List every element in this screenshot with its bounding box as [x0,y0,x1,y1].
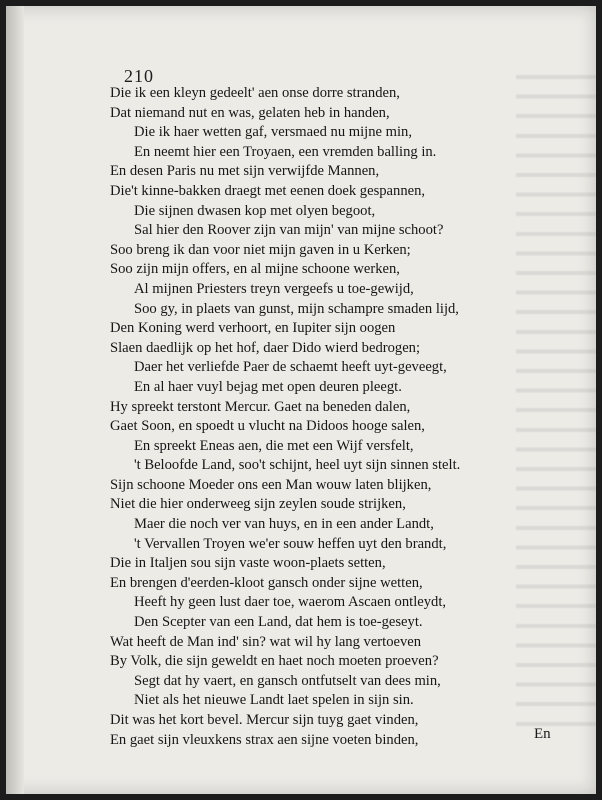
verse-line: Die't kinne-bakken draegt met eenen doek gespannen, [110,182,426,199]
verse-line: Dat niemand nut en was, gelaten heb in handen, [110,104,390,121]
verse-line: Den Koning werd verhoort, en Iupiter sijn oogen [110,320,396,337]
verse-line: Die sijnen dwasen kop met olyen begoot, [134,202,376,219]
verse-line: Soo zijn mijn offers, en al mijne schoone werken, [110,261,400,278]
verse-line: En spreekt Eneas aen, die met een Wijf versfelt, [134,437,414,454]
verse-line: En gaet sijn vleuxkens strax aen sijne voeten binden, [110,731,419,748]
verse-line: Wat heeft de Man ind' sin? wat wil hy lang vertoeven [110,633,422,650]
verse-line: Niet als het nieuwe Landt laet spelen in sijn sin. [134,692,414,709]
verse-line: Hy spreekt terstont Mercur. Gaet na beneden dalen, [110,398,411,415]
verse-line: Die in Italjen sou sijn vaste woon-plaets setten, [110,555,386,572]
verse-line: Dit was het kort bevel. Mercur sijn tuyg gaet vinden, [110,712,419,728]
verse-line: Slaen daedlijk op het hof, daer Dido wierd bedrogen; [110,339,421,356]
verse-line: Segt dat hy vaert, en gansch ontfutselt van dees min, [134,672,441,689]
verse-line: En desen Paris nu met sijn verwijfde Mannen, [110,163,380,180]
verse-line: Niet die hier onderweeg sijn zeylen soude strijken, [110,496,406,513]
poem-text [110,84,540,750]
verse-line: Die ik een kleyn gedeelt' aen onse dorre stranden, [110,85,400,101]
page-number: 210 [124,66,154,86]
page-gutter-shadow [6,6,24,794]
verse-line: Gaet Soon, en spoedt u vlucht na Didoos hooge salen, [110,418,425,435]
verse-line: Den Scepter van een Land, dat hem is toe-geseyt. [134,614,423,631]
verse-line: En neemt hier een Troyaen, een vremden balling in. [134,143,437,160]
verse-line: En brengen d'eerden-kloot gansch onder sijne wetten, [110,574,423,591]
book-page [6,6,596,794]
verse-line: Al mijnen Priesters treyn vergeefs u toe-gewijd, [134,280,414,297]
verse-line: Sijn schoone Moeder ons een Man wouw laten blijken, [110,476,432,493]
verse-line: Daer het verliefde Paer de schaemt heeft uyt-geveegt, [134,359,447,376]
verse-line: Soo breng ik dan voor niet mijn gaven in u Kerken; [110,241,411,258]
verse-line: 't Beloofde Land, soo't schijnt, heel uyt sijn sinnen stelt. [134,457,461,474]
verse-line: Die ik haer wetten gaf, versmaed nu mijne min, [134,124,413,141]
verse-line: Heeft hy geen lust daer toe, waerom Ascaen ontleydt, [134,594,447,611]
verse-line: Soo gy, in plaets van gunst, mijn schampre smaden lijd, [134,300,459,317]
verse-line: By Volk, die sijn geweldt en haet noch moeten proeven? [110,653,439,670]
verse-line: Sal hier den Roover zijn van mijn' van mijne schoot? [134,222,444,239]
verse-line: Maer die noch ver van huys, en in een ander Landt, [134,516,434,533]
catchword: En [534,726,551,742]
verse-line: 't Vervallen Troyen we'er souw heffen uyt den brandt, [134,535,447,552]
verse-line: En al haer vuyl bejag met open deuren pleegt. [134,378,402,395]
